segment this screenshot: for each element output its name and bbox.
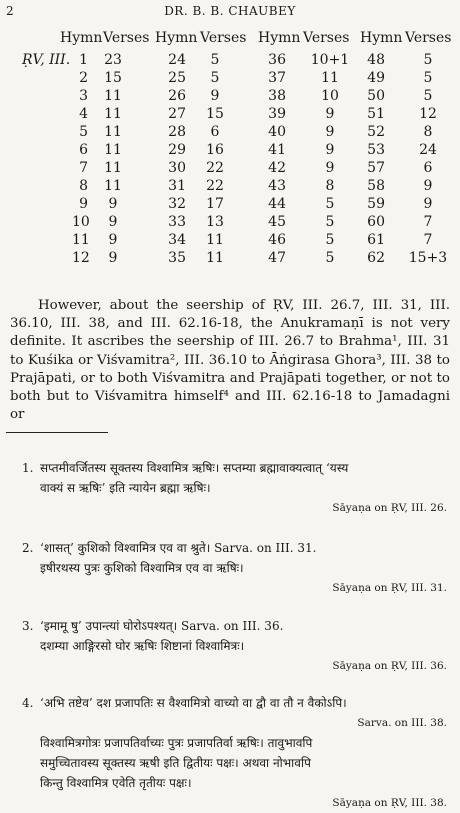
- footnote-number: 1.: [22, 461, 34, 475]
- column-header: Verses: [405, 30, 452, 46]
- footnote-text: ‘शासत्’ कुशिको विश्वामित्र एव वा श्रुते। Sarva. on III. 31.: [40, 541, 317, 555]
- verses-cell: 24: [419, 142, 437, 158]
- footnote-4: [22, 693, 447, 813]
- table-row: [10, 232, 455, 250]
- verses-cell: 9: [325, 124, 335, 140]
- paragraph-line: Prajāpati, or to both Viśvamitra and Prajāpati together, or not to: [10, 370, 450, 386]
- hymn-cell: 52: [367, 124, 385, 140]
- hymn-cell: 10: [72, 214, 90, 230]
- table-row: [10, 196, 455, 214]
- hymn-cell: 33: [168, 214, 186, 230]
- footnote-text: दशम्या आङ्गिरसो घोर ऋषिः शिष्टानां विश्वामित्रः।: [40, 639, 245, 653]
- hymn-cell: 3: [79, 88, 88, 104]
- hymn-cell: 34: [168, 232, 186, 248]
- verses-cell: 11: [104, 142, 122, 158]
- verses-cell: 5: [423, 88, 433, 104]
- hymn-cell: 25: [168, 70, 186, 86]
- hymn-cell: 26: [168, 88, 186, 104]
- verses-cell: 9: [325, 106, 335, 122]
- hymn-cell: 50: [367, 88, 385, 104]
- hymn-cell: 30: [168, 160, 186, 176]
- footnote-text: इषीरथस्य पुत्रः कुशिको विश्वामित्र एव वा ऋषिः।: [40, 561, 244, 575]
- column-header: Hymn: [360, 30, 403, 46]
- verses-cell: 5: [423, 52, 433, 68]
- page-header: [6, 4, 454, 20]
- hymn-cell: 12: [72, 250, 90, 266]
- verses-cell: 6: [423, 160, 433, 176]
- footnote-text: ‘अभि तष्टेव’ दश प्रजापतिः स वैश्वामित्रो वाच्यो वा द्वौ वा तौ न वैकोऽपि।: [40, 696, 347, 710]
- footnote-text: सप्तमीवर्जितस्य सूक्तस्य विश्वामित्र ऋषिः। सप्तम्या ब्रह्मावाक्यत्वात् ‘यस्य: [40, 461, 349, 475]
- hymn-cell: 60: [367, 214, 385, 230]
- verses-cell: 7: [423, 232, 433, 248]
- table-row: [10, 70, 455, 88]
- hymn-cell: 32: [168, 196, 186, 212]
- hymn-cell: 1: [79, 52, 88, 68]
- table-row: [10, 160, 455, 178]
- verses-cell: 7: [423, 214, 433, 230]
- page-number: 2: [6, 4, 14, 18]
- verses-cell: 9: [325, 142, 335, 158]
- verses-cell: 9: [325, 160, 335, 176]
- footnote-text: किन्तु विश्वामित्र एवेति तृतीयः पक्षः।: [40, 776, 192, 790]
- footnote-3: [22, 616, 447, 676]
- hymn-cell: 6: [79, 142, 88, 158]
- hymn-cell: 31: [168, 178, 186, 194]
- hymn-cell: 28: [168, 124, 186, 140]
- column-header: Verses: [303, 30, 350, 46]
- hymn-cell: 2: [79, 70, 88, 86]
- hymn-cell: 38: [268, 88, 286, 104]
- verses-cell: 5: [423, 70, 433, 86]
- table-row: [10, 88, 455, 106]
- verses-cell: 6: [210, 124, 220, 140]
- table-row: [10, 142, 455, 160]
- footnote-source: Sāyaṇa on ṚV, III. 38.: [332, 797, 447, 809]
- verses-cell: 5: [325, 214, 335, 230]
- footnote-text: वाक्यं स ऋषिः’ इति न्यायेन ब्रह्मा ऋषिः।: [40, 481, 211, 495]
- verses-cell: 12: [419, 106, 437, 122]
- hymn-cell: 48: [367, 52, 385, 68]
- verses-cell: 8: [325, 178, 335, 194]
- verses-cell: 9: [108, 250, 118, 266]
- hymn-cell: 36: [268, 52, 286, 68]
- running-head: DR. B. B. CHAUBEY: [164, 4, 296, 18]
- verses-cell: 15: [206, 106, 224, 122]
- footnote-source: Sāyaṇa on ṚV, III. 31.: [332, 582, 447, 594]
- verses-cell: 10+1: [310, 52, 350, 68]
- hymn-cell: 51: [367, 106, 385, 122]
- verses-cell: 11: [104, 88, 122, 104]
- hymn-cell: 58: [367, 178, 385, 194]
- footnote-source: Sāyaṇa on ṚV, III. 26.: [332, 502, 447, 514]
- hymn-verse-table: [10, 30, 455, 268]
- footnote-text: विश्वामित्रगोत्रः प्रजापतिर्वाच्यः पुत्रः प्रजापतिर्वा ऋषिः। तावुभावपि: [40, 736, 313, 750]
- column-header: Hymn: [258, 30, 301, 46]
- verses-cell: 13: [206, 214, 224, 230]
- verses-cell: 9: [210, 88, 220, 104]
- footnote-number: 2.: [22, 541, 34, 555]
- hymn-cell: 29: [168, 142, 186, 158]
- column-header: Verses: [103, 30, 150, 46]
- hymn-cell: 61: [367, 232, 385, 248]
- verses-cell: 9: [108, 232, 118, 248]
- verses-cell: 5: [325, 232, 335, 248]
- hymn-cell: 35: [168, 250, 186, 266]
- verses-cell: 16: [206, 142, 224, 158]
- verses-cell: 5: [210, 70, 220, 86]
- hymn-cell: 11: [72, 232, 90, 248]
- table-body: [10, 52, 455, 268]
- hymn-cell: 44: [268, 196, 286, 212]
- hymn-cell: 4: [79, 106, 88, 122]
- table-row: [10, 106, 455, 124]
- column-header: Hymn: [60, 30, 103, 46]
- hymn-cell: 41: [268, 142, 286, 158]
- verses-cell: 11: [104, 106, 122, 122]
- paragraph-line: III. 36.10, III. 38, and III. 62.16-18, the Anukramaṇī is not very: [10, 298, 451, 332]
- hymn-cell: 49: [367, 70, 385, 86]
- verses-cell: 5: [325, 196, 335, 212]
- verses-cell: 17: [206, 196, 224, 212]
- hymn-cell: 5: [79, 124, 88, 140]
- footnote-number: 4.: [22, 696, 34, 710]
- verses-cell: 15: [104, 70, 122, 86]
- verses-cell: 11: [104, 178, 122, 194]
- verses-cell: 11: [206, 250, 224, 266]
- hymn-cell: 46: [268, 232, 286, 248]
- paragraph-line: to Kuśika or Viśvamitra², III. 36.10 to Āṅgirasa Ghora³, III. 38 to: [10, 352, 450, 368]
- paragraph-line: However, about the seership of ṚV, III. 26.7, III. 31,: [38, 298, 422, 313]
- verses-cell: 5: [210, 52, 220, 68]
- footnote-divider: [6, 432, 108, 433]
- hymn-cell: 59: [367, 196, 385, 212]
- hymn-cell: 8: [79, 178, 88, 194]
- verses-cell: 22: [206, 160, 224, 176]
- hymn-cell: 53: [367, 142, 385, 158]
- hymn-cell: 47: [268, 250, 286, 266]
- table-row: [10, 250, 455, 268]
- table-row: [10, 178, 455, 196]
- footnote-number: 3.: [22, 619, 34, 633]
- hymn-cell: 43: [268, 178, 286, 194]
- hymn-cell: 45: [268, 214, 286, 230]
- column-header: Verses: [200, 30, 247, 46]
- hymn-cell: 37: [268, 70, 286, 86]
- hymn-cell: 57: [367, 160, 385, 176]
- hymn-cell: 24: [168, 52, 186, 68]
- verses-cell: 9: [108, 196, 118, 212]
- paragraph-line: both but to Viśvamitra himself⁴ and III. 62.16-18 to Jamadagni or: [10, 389, 450, 423]
- verses-cell: 10: [321, 88, 339, 104]
- row-label: ṚV, III.: [22, 52, 71, 68]
- table-row: [10, 124, 455, 142]
- verses-cell: 23: [104, 52, 122, 68]
- hymn-cell: 42: [268, 160, 286, 176]
- body-paragraph: [10, 297, 450, 424]
- table-row: [10, 52, 455, 70]
- footnote-1: [22, 458, 447, 518]
- footnote-text: Sarva. on III. 38.: [357, 717, 447, 729]
- footnote-2: [22, 538, 447, 598]
- verses-cell: 22: [206, 178, 224, 194]
- paragraph-line: definite. It ascribes the seership of III. 26.7 to Brahma¹, III. 31: [10, 334, 450, 350]
- verses-cell: 9: [423, 178, 433, 194]
- verses-cell: 11: [321, 70, 339, 86]
- verses-cell: 5: [325, 250, 335, 266]
- hymn-cell: 9: [79, 196, 88, 212]
- verses-cell: 9: [423, 196, 433, 212]
- table-header-row: [10, 30, 455, 52]
- column-header: Hymn: [155, 30, 198, 46]
- hymn-cell: 7: [79, 160, 88, 176]
- verses-cell: 11: [104, 124, 122, 140]
- verses-cell: 9: [108, 214, 118, 230]
- verses-cell: 15+3: [408, 250, 448, 266]
- verses-cell: 11: [206, 232, 224, 248]
- table-row: [10, 214, 455, 232]
- footnote-source: Sāyaṇa on ṚV, III. 36.: [332, 660, 447, 672]
- footnote-text: ‘इमामू षु’ उपान्त्यां घोरोऽपश्यत्। Sarva. on III. 36.: [40, 619, 284, 633]
- hymn-cell: 39: [268, 106, 286, 122]
- footnote-text: समुच्चितावस्य सूक्तस्य ऋषी इति द्वितीयः पक्षः। अथवा नोभावपि: [40, 756, 311, 770]
- verses-cell: 8: [423, 124, 433, 140]
- hymn-cell: 27: [168, 106, 186, 122]
- hymn-cell: 62: [367, 250, 385, 266]
- verses-cell: 11: [104, 160, 122, 176]
- hymn-cell: 40: [268, 124, 286, 140]
